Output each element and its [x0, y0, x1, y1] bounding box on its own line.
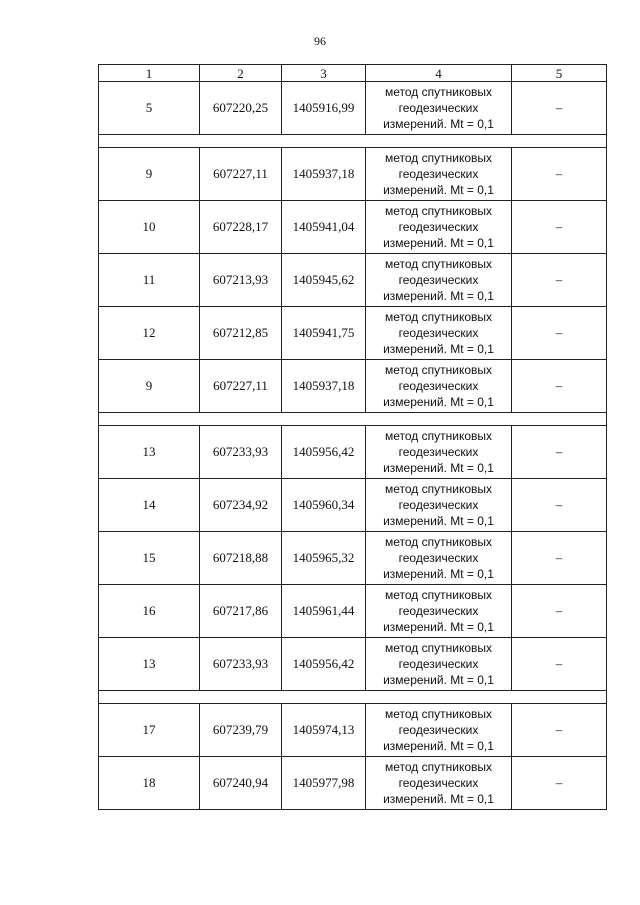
- point-number-cell: 14: [99, 479, 200, 532]
- table-row: [99, 148, 607, 201]
- point-number-cell: 13: [99, 426, 200, 479]
- point-number-cell: 12: [99, 307, 200, 360]
- y-coordinate-cell: 1405974,13: [282, 704, 366, 757]
- x-coordinate-cell: 607227,11: [200, 360, 282, 413]
- note-cell: –: [512, 426, 607, 479]
- method-cell: метод спутниковых геодезических измерений. Mt = 0,1: [366, 638, 512, 691]
- point-number-cell: 9: [99, 360, 200, 413]
- table-row: [99, 585, 607, 638]
- x-coordinate-cell: 607233,93: [200, 638, 282, 691]
- y-coordinate-cell: 1405960,34: [282, 479, 366, 532]
- note-cell: –: [512, 148, 607, 201]
- point-number-cell: 18: [99, 757, 200, 810]
- table-row: [99, 532, 607, 585]
- point-number-cell: 13: [99, 638, 200, 691]
- note-cell: –: [512, 360, 607, 413]
- y-coordinate-cell: 1405977,98: [282, 757, 366, 810]
- y-coordinate-cell: 1405941,04: [282, 201, 366, 254]
- note-cell: –: [512, 82, 607, 135]
- table-row: [99, 254, 607, 307]
- method-cell: метод спутниковых геодезических измерений. Mt = 0,1: [366, 201, 512, 254]
- point-number-cell: 16: [99, 585, 200, 638]
- table-row: [99, 360, 607, 413]
- column-header: 4: [366, 65, 512, 82]
- group-separator-row: [99, 413, 607, 426]
- coordinates-table: [98, 64, 607, 810]
- x-coordinate-cell: 607220,25: [200, 82, 282, 135]
- y-coordinate-cell: 1405916,99: [282, 82, 366, 135]
- group-separator-cell: [99, 691, 607, 704]
- table-row: [99, 307, 607, 360]
- method-cell: метод спутниковых геодезических измерений. Mt = 0,1: [366, 426, 512, 479]
- column-header: 3: [282, 65, 366, 82]
- table-header-row: [99, 65, 607, 82]
- note-cell: –: [512, 757, 607, 810]
- point-number-cell: 10: [99, 201, 200, 254]
- x-coordinate-cell: 607233,93: [200, 426, 282, 479]
- y-coordinate-cell: 1405965,32: [282, 532, 366, 585]
- note-cell: –: [512, 638, 607, 691]
- table-row: [99, 704, 607, 757]
- note-cell: –: [512, 307, 607, 360]
- table-row: [99, 757, 607, 810]
- group-separator-cell: [99, 135, 607, 148]
- method-cell: метод спутниковых геодезических измерений. Mt = 0,1: [366, 757, 512, 810]
- y-coordinate-cell: 1405937,18: [282, 148, 366, 201]
- y-coordinate-cell: 1405937,18: [282, 360, 366, 413]
- table-body: [99, 82, 607, 810]
- column-header: 5: [512, 65, 607, 82]
- y-coordinate-cell: 1405961,44: [282, 585, 366, 638]
- note-cell: –: [512, 254, 607, 307]
- y-coordinate-cell: 1405941,75: [282, 307, 366, 360]
- method-cell: метод спутниковых геодезических измерений. Mt = 0,1: [366, 307, 512, 360]
- point-number-cell: 5: [99, 82, 200, 135]
- method-cell: метод спутниковых геодезических измерений. Mt = 0,1: [366, 360, 512, 413]
- column-header: 1: [99, 65, 200, 82]
- method-cell: метод спутниковых геодезических измерений. Mt = 0,1: [366, 532, 512, 585]
- x-coordinate-cell: 607212,85: [200, 307, 282, 360]
- method-cell: метод спутниковых геодезических измерений. Mt = 0,1: [366, 585, 512, 638]
- group-separator-row: [99, 691, 607, 704]
- table-row: [99, 426, 607, 479]
- y-coordinate-cell: 1405945,62: [282, 254, 366, 307]
- x-coordinate-cell: 607217,86: [200, 585, 282, 638]
- x-coordinate-cell: 607227,11: [200, 148, 282, 201]
- x-coordinate-cell: 607228,17: [200, 201, 282, 254]
- x-coordinate-cell: 607213,93: [200, 254, 282, 307]
- note-cell: –: [512, 704, 607, 757]
- note-cell: –: [512, 585, 607, 638]
- x-coordinate-cell: 607240,94: [200, 757, 282, 810]
- point-number-cell: 11: [99, 254, 200, 307]
- table-row: [99, 479, 607, 532]
- note-cell: –: [512, 532, 607, 585]
- group-separator-row: [99, 135, 607, 148]
- x-coordinate-cell: 607239,79: [200, 704, 282, 757]
- table-row: [99, 638, 607, 691]
- method-cell: метод спутниковых геодезических измерений. Mt = 0,1: [366, 82, 512, 135]
- page-number: 96: [314, 34, 326, 48]
- note-cell: –: [512, 479, 607, 532]
- table-row: [99, 201, 607, 254]
- y-coordinate-cell: 1405956,42: [282, 426, 366, 479]
- point-number-cell: 15: [99, 532, 200, 585]
- y-coordinate-cell: 1405956,42: [282, 638, 366, 691]
- method-cell: метод спутниковых геодезических измерений. Mt = 0,1: [366, 254, 512, 307]
- point-number-cell: 9: [99, 148, 200, 201]
- note-cell: –: [512, 201, 607, 254]
- x-coordinate-cell: 607218,88: [200, 532, 282, 585]
- point-number-cell: 17: [99, 704, 200, 757]
- method-cell: метод спутниковых геодезических измерений. Mt = 0,1: [366, 148, 512, 201]
- method-cell: метод спутниковых геодезических измерений. Mt = 0,1: [366, 479, 512, 532]
- x-coordinate-cell: 607234,92: [200, 479, 282, 532]
- table-row: [99, 82, 607, 135]
- column-header: 2: [200, 65, 282, 82]
- group-separator-cell: [99, 413, 607, 426]
- method-cell: метод спутниковых геодезических измерений. Mt = 0,1: [366, 704, 512, 757]
